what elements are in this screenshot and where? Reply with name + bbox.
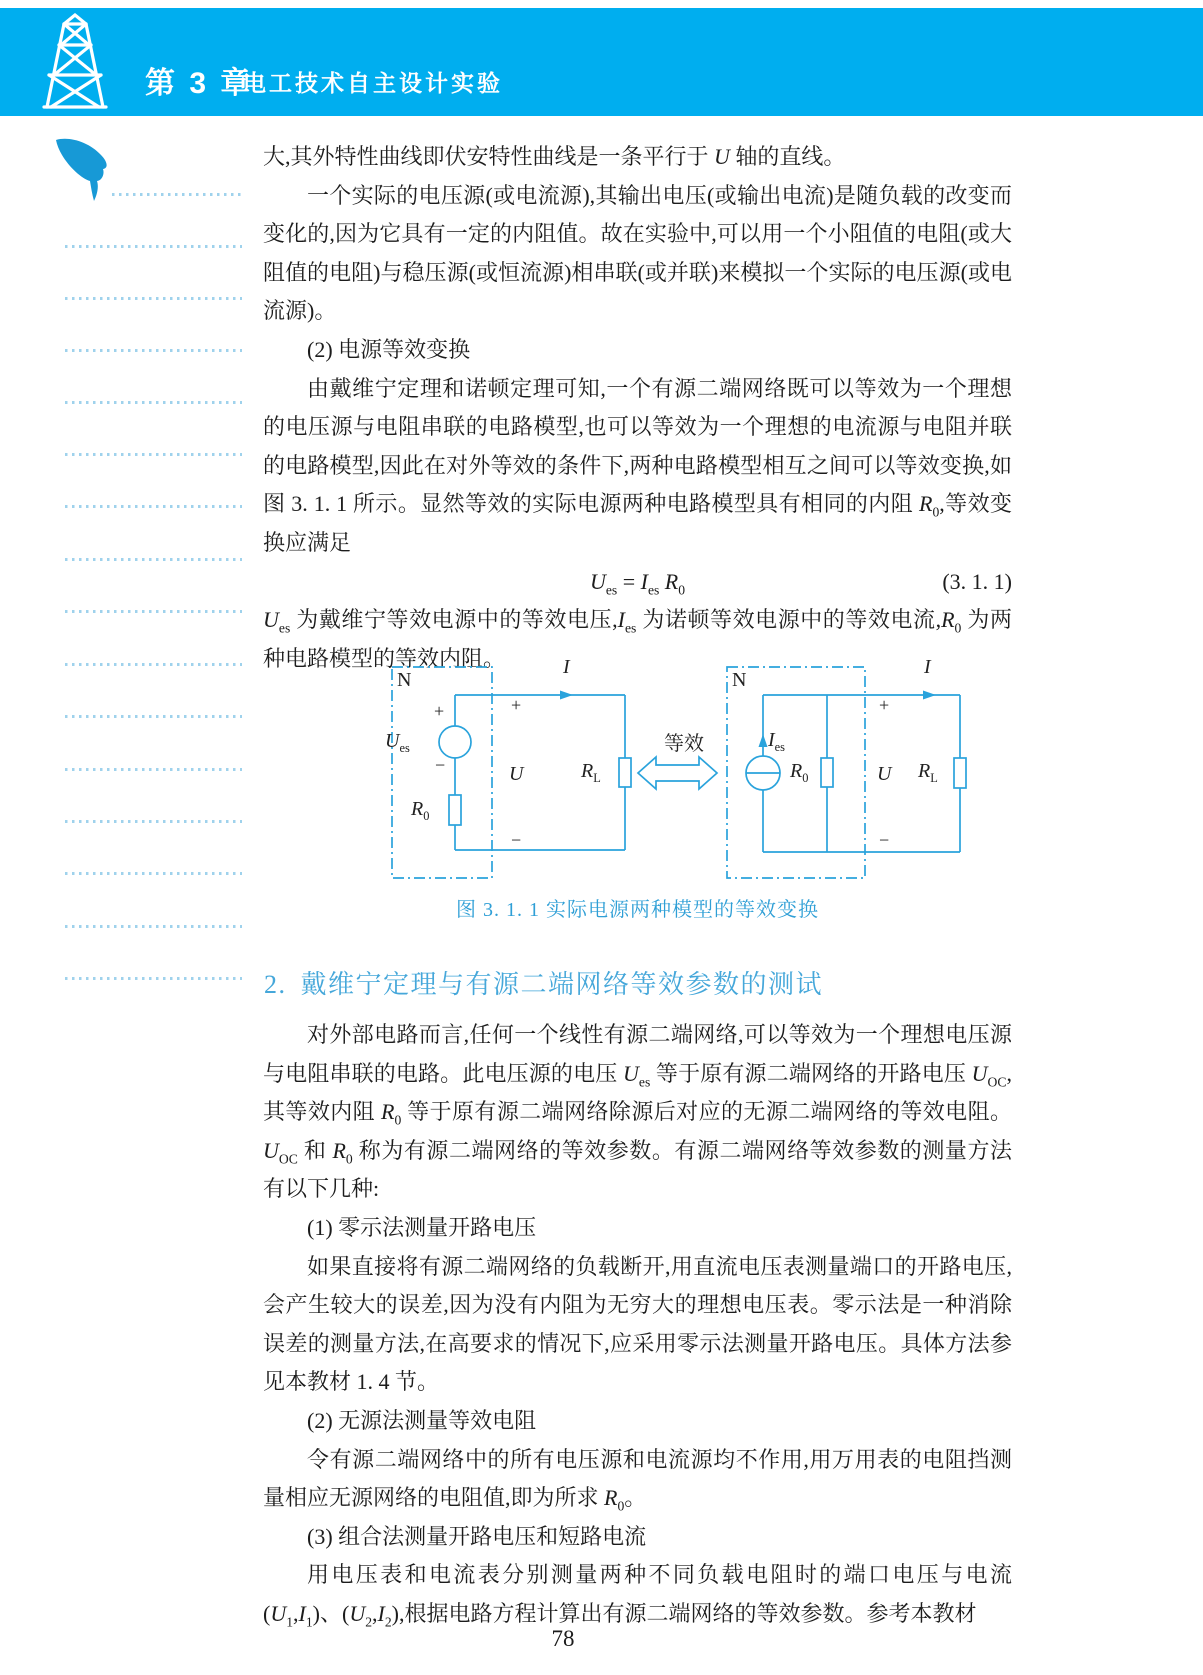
network-label-right: N bbox=[732, 669, 747, 691]
paragraph: 一个实际的电压源(或电流源),其输出电压(或输出电流)是随负载的改变而变化的,因为它具有一定的内阻值。故在实验中,可以用一个小阻值的电阻(或大阻值的电阻)与稳压源(或恒流源)相串联(或并联)来模拟一个实际的电压源(或电流源)。 bbox=[263, 182, 1012, 324]
equation-number: (3. 1. 1) bbox=[942, 568, 1012, 594]
port-plus-left: + bbox=[511, 695, 522, 715]
dotted-line bbox=[65, 558, 242, 561]
dotted-line bbox=[65, 977, 242, 980]
load-resistor-label-right: $R_L$ bbox=[918, 760, 938, 785]
section-number: 2. bbox=[264, 970, 287, 999]
port-minus-right: − bbox=[879, 830, 890, 850]
paragraph: 令有源二端网络中的所有电压源和电流源均不作用,用万用表的电阻挡测量相应无源网络的电阻值,即为所求 $R_0$。 bbox=[263, 1446, 1012, 1514]
current-source-label: $I_{es}$ bbox=[768, 729, 785, 754]
paragraph: 用电压表和电流表分别测量两种不同负载电阻时的端口电压与电流$(U_1,I_1)$、$(U_2,I_2)$,根据电路方程计算出有源二端网络的等效参数。参考本教材 bbox=[263, 1562, 1012, 1630]
internal-resistance-label-left: $R_0$ bbox=[411, 798, 430, 823]
paragraph: 对外部电路而言,任何一个线性有源二端网络,可以等效为一个理想电压源与电阻串联的电路。此电压源的电压 $U_{es}$ 等于原有源二端网络的开路电压 $U_{OC}$,其等效内阻 $R_0$ 等于原有源二端网络除源后对应的无源二端网络的等效电阻。$U_{OC}$ 和 $R_0$ 称为有源二端网络的等效参数。有源二端网络等效参数的测量方法有以下几种: bbox=[263, 1022, 1012, 1202]
dotted-line bbox=[65, 245, 242, 248]
load-resistor-label-left: $R_L$ bbox=[581, 760, 601, 785]
voltage-source-label: $U_{es}$ bbox=[385, 730, 410, 755]
port-voltage-left: U bbox=[509, 763, 524, 785]
network-label-left: N bbox=[397, 669, 412, 691]
section-title: 戴维宁定理与有源二端网络等效参数的测试 bbox=[300, 970, 824, 999]
source-plus-sign: + bbox=[434, 701, 445, 721]
dotted-line bbox=[65, 715, 242, 718]
dotted-line bbox=[65, 453, 242, 456]
dotted-line bbox=[65, 820, 242, 823]
subheading-method-2: (2) 无源法测量等效电阻 bbox=[307, 1407, 537, 1433]
port-minus-left: − bbox=[511, 830, 522, 850]
dotted-line bbox=[65, 401, 242, 404]
section-heading bbox=[264, 964, 823, 1001]
equivalence-label: 等效 bbox=[664, 733, 704, 755]
chapter-header-band bbox=[0, 8, 1203, 116]
equation-3-1-1 bbox=[263, 563, 1012, 602]
dotted-line bbox=[65, 925, 242, 928]
subheading-method-1: (1) 零示法测量开路电压 bbox=[307, 1214, 537, 1240]
subheading-method-3: (3) 组合法测量开路电压和短路电流 bbox=[307, 1523, 647, 1549]
dotted-line bbox=[65, 872, 242, 875]
current-label-right: I bbox=[924, 656, 931, 678]
page-number: 78 bbox=[551, 1626, 575, 1651]
dotted-line bbox=[65, 663, 242, 666]
body-text-lower bbox=[263, 1016, 1012, 1634]
figure-3-1-1 bbox=[355, 650, 985, 890]
source-minus-sign: − bbox=[435, 755, 446, 775]
body-text-upper bbox=[263, 138, 1012, 678]
dotted-line bbox=[65, 610, 242, 613]
figure-caption: 图 3. 1. 1 实际电源两种模型的等效变换 bbox=[456, 899, 819, 921]
paragraph: $U_{es}$ 为戴维宁等效电源中的等效电压$,I_{es}$ 为诺顿等效电源中的等效电流$,R_0$ 为两种电路模型的等效内阻。 bbox=[263, 607, 1012, 671]
port-plus-right: + bbox=[879, 695, 890, 715]
paragraph: 大,其外特性曲线即伏安特性曲线是一条平行于 U 轴的直线。 bbox=[263, 144, 846, 169]
dotted-line bbox=[65, 349, 242, 352]
dotted-line bbox=[112, 193, 242, 196]
equation-body: $U_{es} = I_{es}$ $R_0$ bbox=[589, 568, 686, 597]
dotted-line bbox=[65, 505, 242, 508]
port-voltage-right: U bbox=[877, 763, 892, 785]
internal-resistance-label-right: $R_0$ bbox=[790, 760, 809, 785]
paragraph: 如果直接将有源二端网络的负载断开,用直流电压表测量端口的开路电压,会产生较大的误差,因为没有内阻为无穷大的理想电压表。零示法是一种消除误差的测量方法,在高要求的情况下,应采用零示法测量开路电压。具体方法参见本教材 1. 4 节。 bbox=[263, 1253, 1012, 1395]
transmission-tower-icon bbox=[33, 13, 117, 113]
paragraph: 由戴维宁定理和诺顿定理可知,一个有源二端网络既可以等效为一个理想的电压源与电阻串联的电路模型,也可以等效为一个理想的电流源与电阻并联的电路模型,因此在对外等效的条件下,两种电路模型相互之间可以等效变换,如图 3. 1. 1 所示。显然等效的实际电源两种电路模型具有相同的内阻 $R_0$,等效变换应满足 bbox=[263, 375, 1012, 555]
chapter-number: 第 3 章 bbox=[145, 67, 254, 100]
brush-stroke-icon bbox=[55, 137, 117, 203]
dotted-line bbox=[65, 297, 242, 300]
dotted-line bbox=[65, 768, 242, 771]
chapter-title: 电工技术自主设计实验 bbox=[243, 70, 503, 96]
current-label-left: I bbox=[563, 656, 570, 678]
subheading-2-source-transform: (2) 电源等效变换 bbox=[307, 336, 471, 362]
